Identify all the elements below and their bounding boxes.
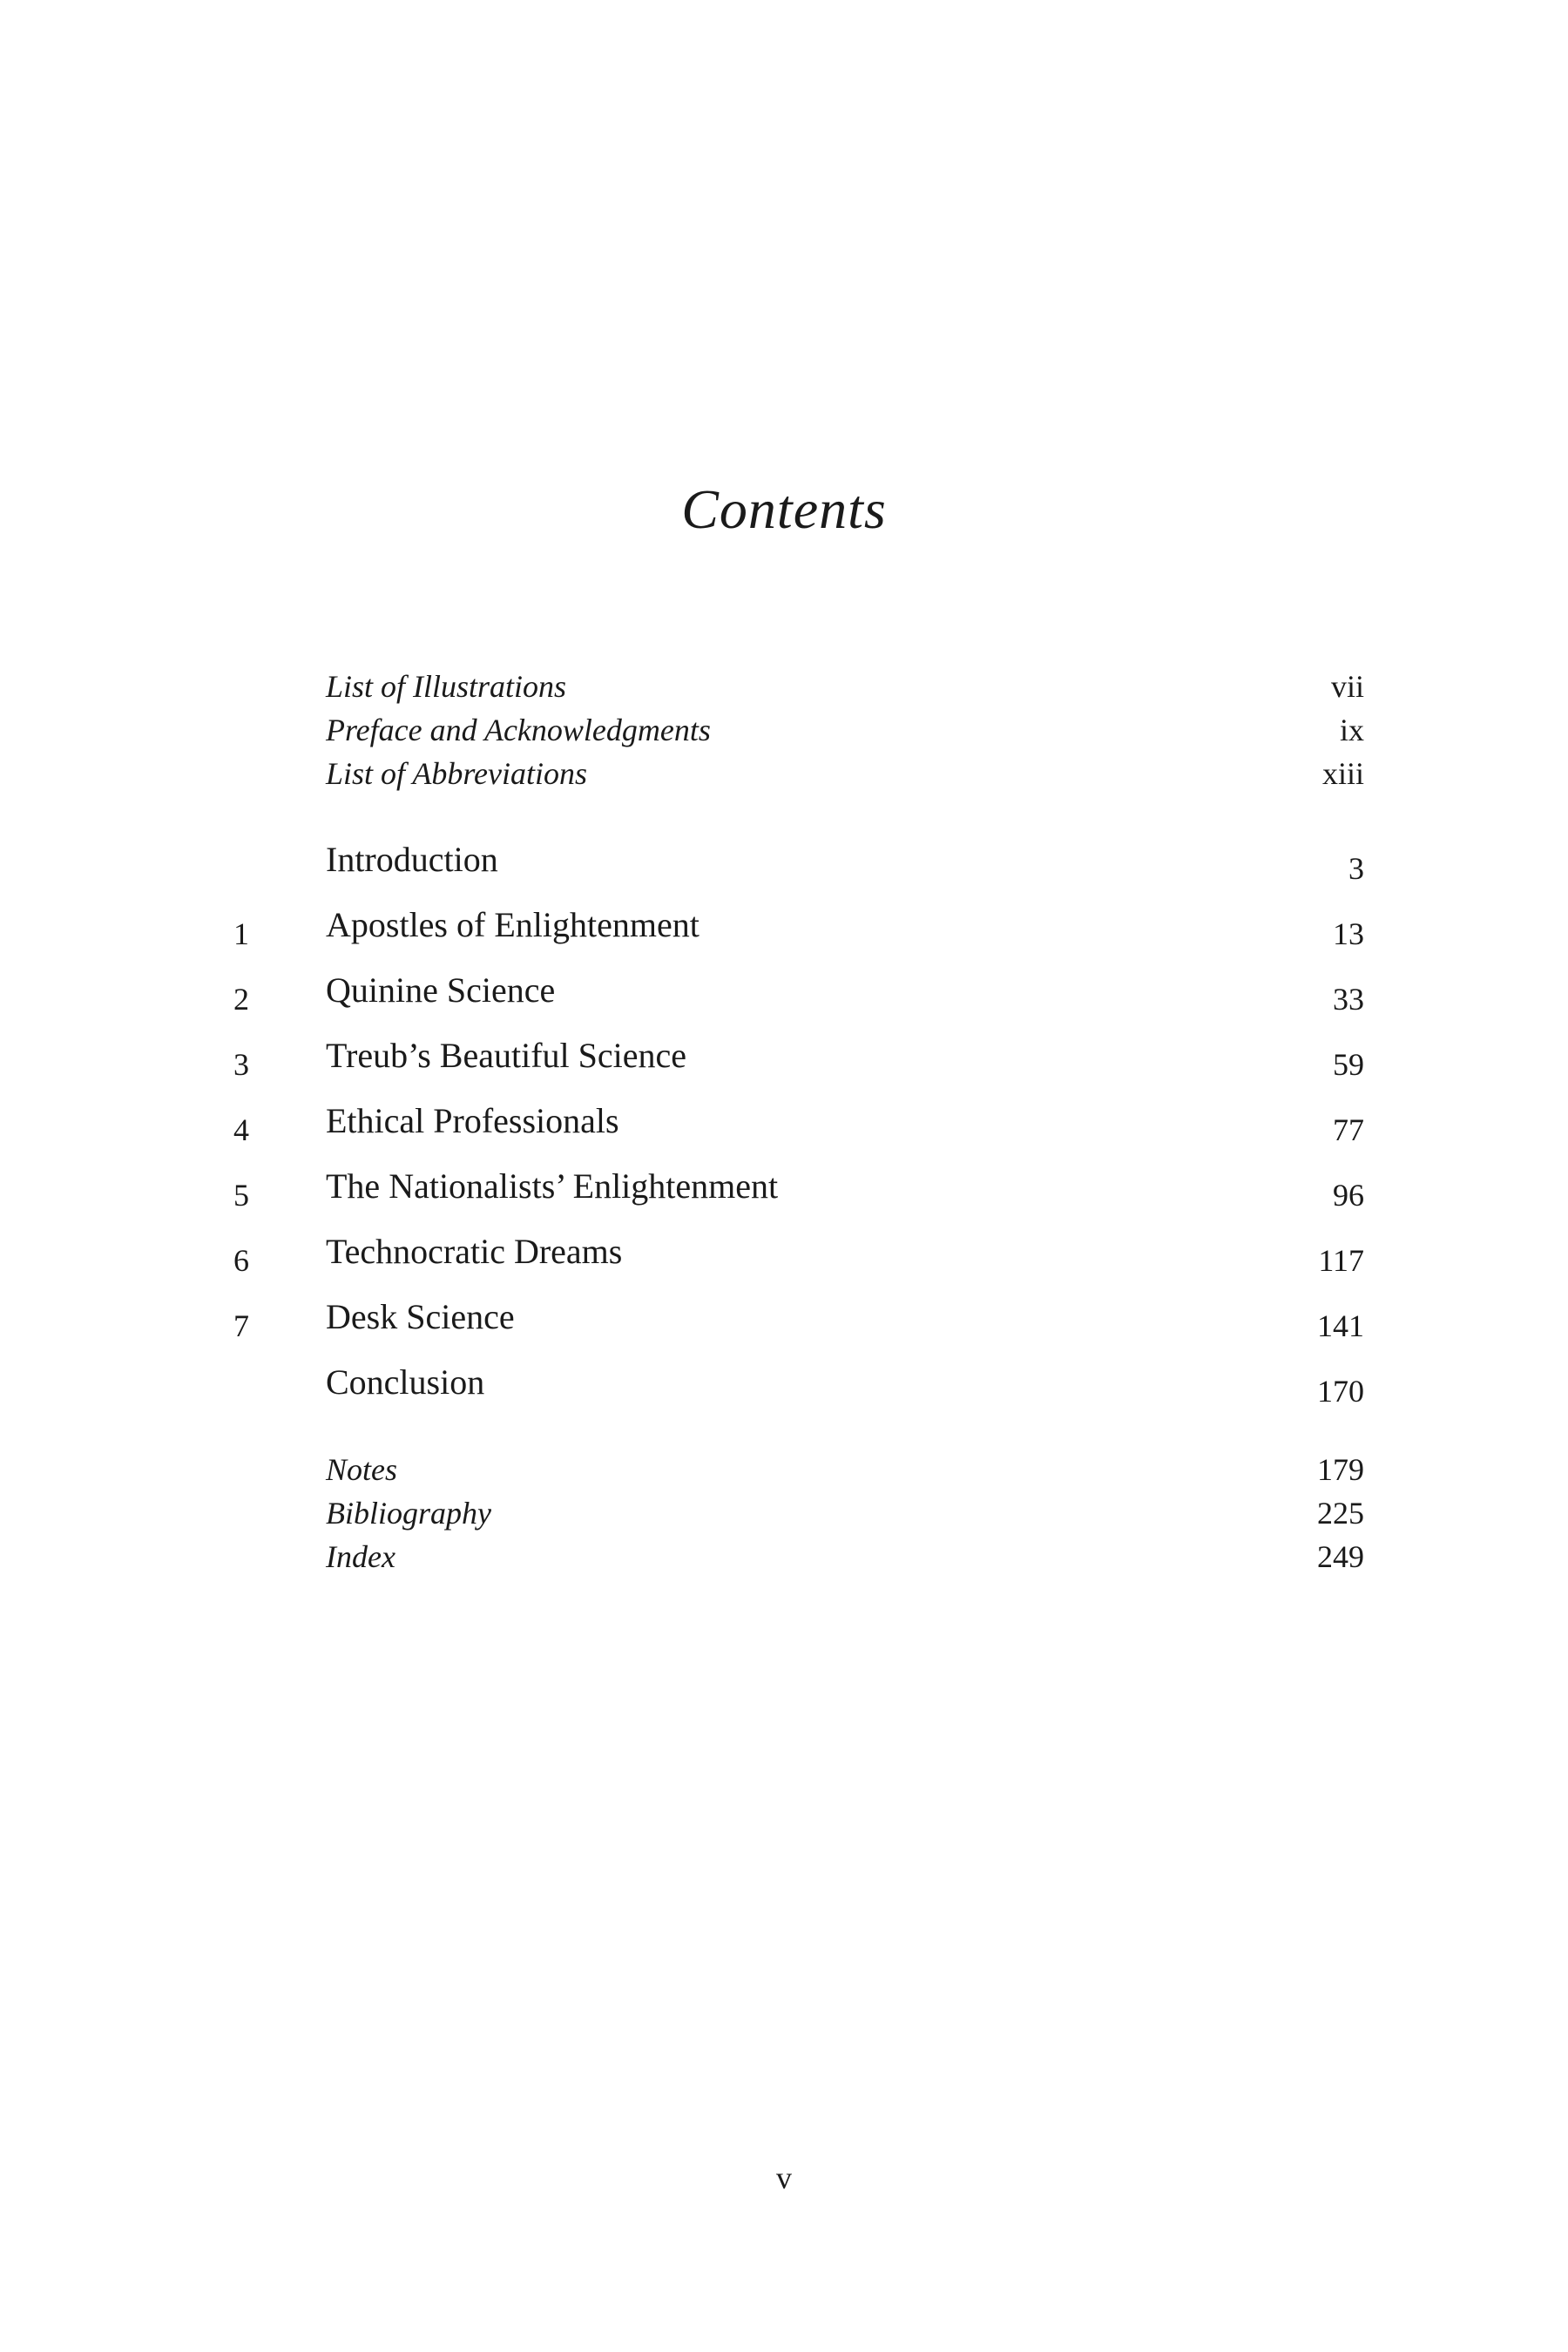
toc-entry-chapter-2 — [0, 964, 1568, 1017]
toc-entry-chapter-3 — [0, 1030, 1568, 1082]
toc-entry-chapter-8 — [0, 1356, 1568, 1409]
toc-entry-chapter-4 — [0, 1095, 1568, 1147]
toc-entry-chapter-1 — [0, 899, 1568, 951]
toc-entry-back-2 — [0, 1531, 1568, 1583]
toc-entry-chapter-0 — [0, 834, 1568, 886]
toc-entry-page: 179 — [1317, 1452, 1364, 1487]
toc-entry-chapter-7 — [0, 1291, 1568, 1343]
toc-entry-page: 249 — [1317, 1539, 1364, 1574]
toc-chapter-number: 6 — [233, 1243, 249, 1278]
toc-entry-label: The Nationalists’ Enlightenment — [326, 1166, 779, 1206]
toc-chapter-number: 7 — [233, 1308, 249, 1343]
toc-entry-page: 59 — [1333, 1047, 1364, 1082]
toc-entry-page: 141 — [1317, 1308, 1364, 1343]
toc-entry-label: Index — [326, 1539, 395, 1574]
toc-chapter-number: 2 — [233, 982, 249, 1017]
toc-entry-page: 225 — [1317, 1496, 1364, 1531]
toc-entry-label: Conclusion — [326, 1362, 485, 1402]
toc-entry-page: 3 — [1348, 851, 1364, 886]
page-folio: v — [776, 2160, 792, 2195]
toc-entry-page: 96 — [1333, 1178, 1364, 1213]
toc-entry-page: 13 — [1333, 916, 1364, 951]
toc-entry-page: 117 — [1318, 1243, 1364, 1278]
toc-chapter-number: 3 — [233, 1047, 249, 1082]
toc-entry-label: List of Illustrations — [326, 669, 567, 704]
toc-chapter-number: 5 — [233, 1178, 249, 1213]
toc-entry-chapter-6 — [0, 1226, 1568, 1278]
toc-entry-label: Notes — [326, 1452, 398, 1487]
toc-chapter-number: 1 — [233, 916, 249, 951]
toc-entry-page: 170 — [1317, 1374, 1364, 1409]
toc-entry-front-2 — [0, 747, 1568, 800]
toc-entry-page: 33 — [1333, 982, 1364, 1017]
toc-entry-chapter-5 — [0, 1160, 1568, 1213]
toc-entry-page: vii — [1330, 669, 1364, 704]
toc-entry-label: List of Abbreviations — [326, 756, 588, 791]
toc-entry-label: Introduction — [326, 840, 498, 879]
toc-entry-label: Treub’s Beautiful Science — [326, 1036, 687, 1075]
toc-entry-page: xiii — [1321, 756, 1364, 791]
toc-entry-page: 77 — [1333, 1112, 1364, 1147]
toc-chapter-number: 4 — [233, 1112, 249, 1147]
page-title: Contents — [681, 478, 887, 540]
toc-entry-label: Apostles of Enlightenment — [326, 905, 700, 944]
toc-entry-label: Preface and Acknowledgments — [326, 713, 711, 747]
toc-entry-page: ix — [1339, 713, 1364, 747]
toc-entry-label: Bibliography — [326, 1496, 491, 1531]
toc-entry-label: Technocratic Dreams — [326, 1232, 623, 1271]
toc-entry-label: Quinine Science — [326, 970, 556, 1010]
toc-entry-label: Desk Science — [326, 1297, 515, 1336]
toc-entry-label: Ethical Professionals — [326, 1101, 619, 1140]
